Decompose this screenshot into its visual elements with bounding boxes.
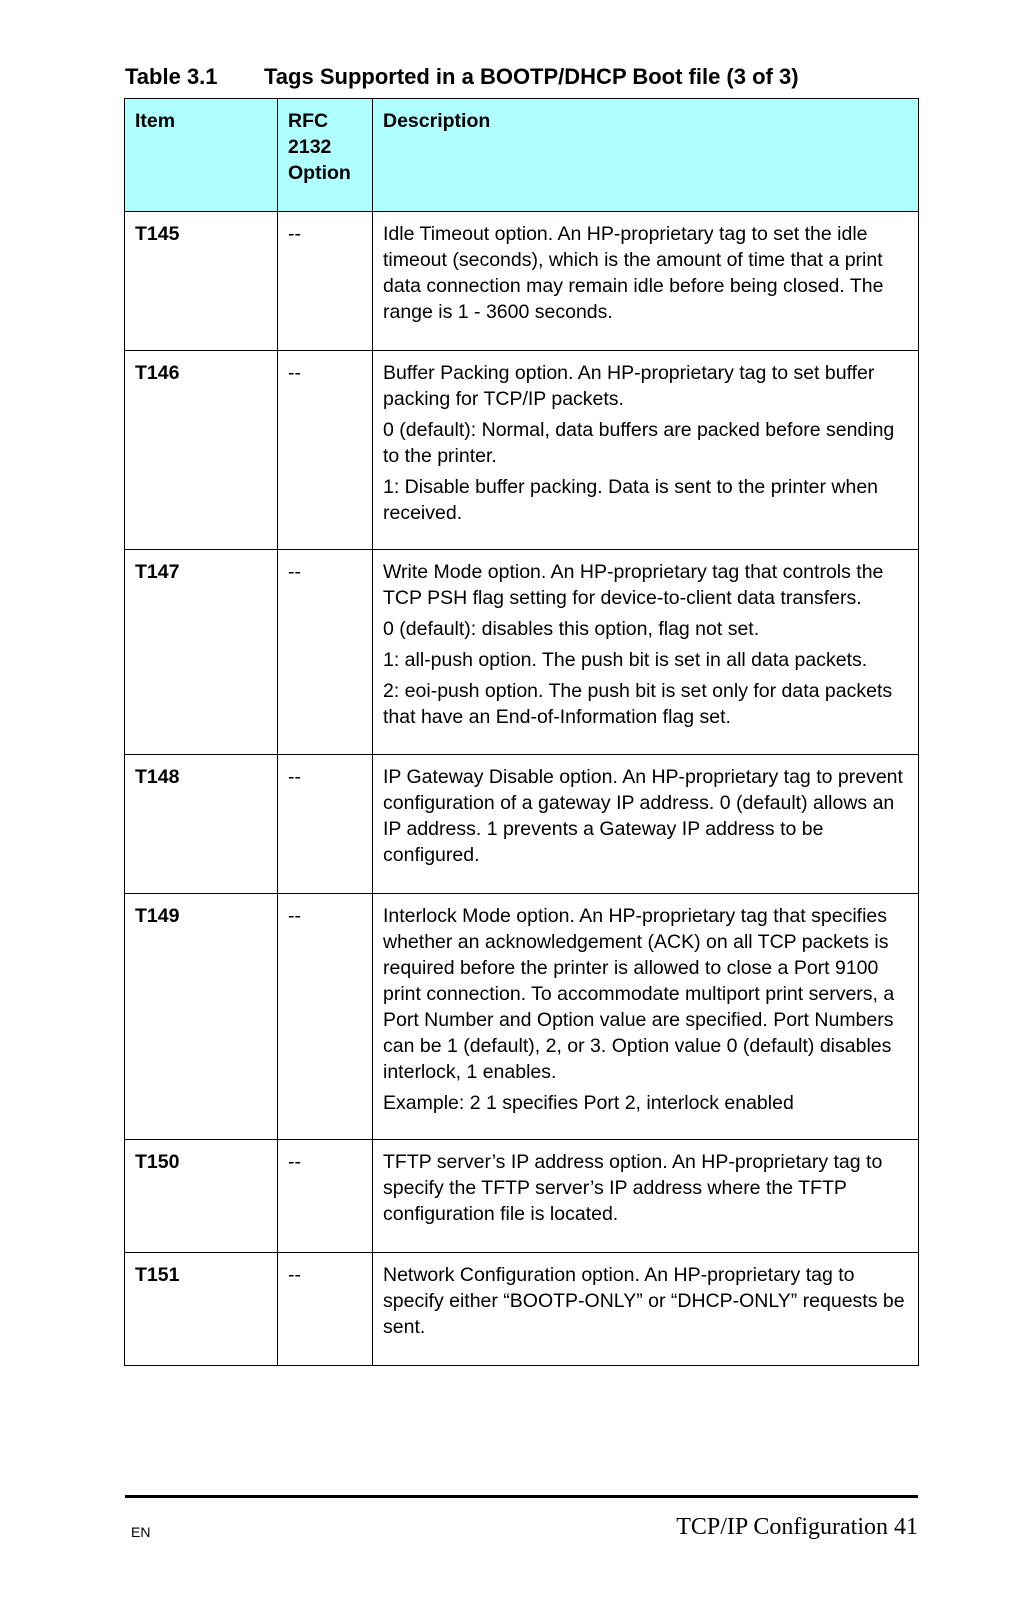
table-row bbox=[125, 1253, 919, 1366]
row-rfc: -- bbox=[278, 1253, 373, 1366]
footer-rule bbox=[125, 1495, 918, 1498]
table-caption bbox=[125, 64, 799, 90]
row-rfc: -- bbox=[278, 894, 373, 1140]
description-paragraph: TFTP server’s IP address option. An HP-proprietary tag to specify the TFTP server’s IP address where the TFTP configuration file is located. bbox=[383, 1151, 883, 1225]
row-description bbox=[373, 755, 919, 894]
description-paragraph: 0 (default): disables this option, flag not set. bbox=[383, 618, 760, 640]
row-description bbox=[373, 1140, 919, 1253]
header-rfc-line: 2132 bbox=[288, 136, 332, 158]
row-description bbox=[373, 212, 919, 351]
footer-page-label: TCP/IP Configuration 41 bbox=[676, 1514, 918, 1540]
header-item: Item bbox=[125, 99, 278, 212]
row-rfc: -- bbox=[278, 212, 373, 351]
row-item: T149 bbox=[125, 894, 278, 1140]
table-number: Table 3.1 bbox=[125, 64, 218, 89]
header-rfc-line: Option bbox=[288, 162, 351, 184]
tags-table bbox=[124, 98, 919, 1366]
description-paragraph: Example: 2 1 specifies Port 2, interlock enabled bbox=[383, 1092, 794, 1114]
header-description: Description bbox=[373, 99, 919, 212]
row-item: T147 bbox=[125, 550, 278, 755]
footer-language: EN bbox=[131, 1524, 151, 1540]
table-row bbox=[125, 550, 919, 755]
row-item: T148 bbox=[125, 755, 278, 894]
row-item: T145 bbox=[125, 212, 278, 351]
description-paragraph: Interlock Mode option. An HP-proprietary tag that specifies whether an acknowledgement (ACK) on all TCP packets is required before the printer is allowed to close a Port 9100 print connection. To accommodate multiport print servers, a Port Number and Option value are specified. Port Numbers can be 1 (default), 2, or 3. Option value 0 (default) disables interlock, 1 enables. bbox=[383, 905, 895, 1083]
header-rfc bbox=[278, 99, 373, 212]
row-item: T150 bbox=[125, 1140, 278, 1253]
row-description bbox=[373, 1253, 919, 1366]
description-paragraph: 1: Disable buffer packing. Data is sent to the printer when received. bbox=[383, 476, 879, 524]
row-item: T146 bbox=[125, 351, 278, 550]
table-row bbox=[125, 351, 919, 550]
table-row bbox=[125, 755, 919, 894]
row-rfc: -- bbox=[278, 755, 373, 894]
row-rfc: -- bbox=[278, 550, 373, 755]
description-paragraph: Network Configuration option. An HP-proprietary tag to specify either “BOOTP-ONLY” or “DHCP-ONLY” requests be sent. bbox=[383, 1264, 905, 1338]
table-row bbox=[125, 1140, 919, 1253]
table-row bbox=[125, 212, 919, 351]
row-description bbox=[373, 351, 919, 550]
row-item: T151 bbox=[125, 1253, 278, 1366]
row-description bbox=[373, 550, 919, 755]
description-paragraph: 1: all-push option. The push bit is set in all data packets. bbox=[383, 649, 868, 671]
table-title: Tags Supported in a BOOTP/DHCP Boot file (3 of 3) bbox=[264, 64, 799, 89]
header-rfc-line: RFC bbox=[288, 110, 329, 132]
row-rfc: -- bbox=[278, 351, 373, 550]
table-header-row bbox=[125, 99, 919, 212]
description-paragraph: Buffer Packing option. An HP-proprietary tag to set buffer packing for TCP/IP packets. bbox=[383, 362, 875, 410]
description-paragraph: 0 (default): Normal, data buffers are packed before sending to the printer. bbox=[383, 419, 895, 467]
description-paragraph: Write Mode option. An HP-proprietary tag that controls the TCP PSH flag setting for device-to-client data transfers. bbox=[383, 561, 884, 609]
row-rfc: -- bbox=[278, 1140, 373, 1253]
description-paragraph: IP Gateway Disable option. An HP-proprietary tag to prevent configuration of a gateway IP address. 0 (default) allows an IP address. 1 prevents a Gateway IP address to be configured. bbox=[383, 766, 903, 866]
description-paragraph: Idle Timeout option. An HP-proprietary tag to set the idle timeout (seconds), which is the amount of time that a print data connection may remain idle before being closed. The range is 1 - 3600 seconds. bbox=[383, 223, 884, 323]
table-row bbox=[125, 894, 919, 1140]
description-paragraph: 2: eoi-push option. The push bit is set only for data packets that have an End-of-Information flag set. bbox=[383, 680, 893, 728]
row-description bbox=[373, 894, 919, 1140]
